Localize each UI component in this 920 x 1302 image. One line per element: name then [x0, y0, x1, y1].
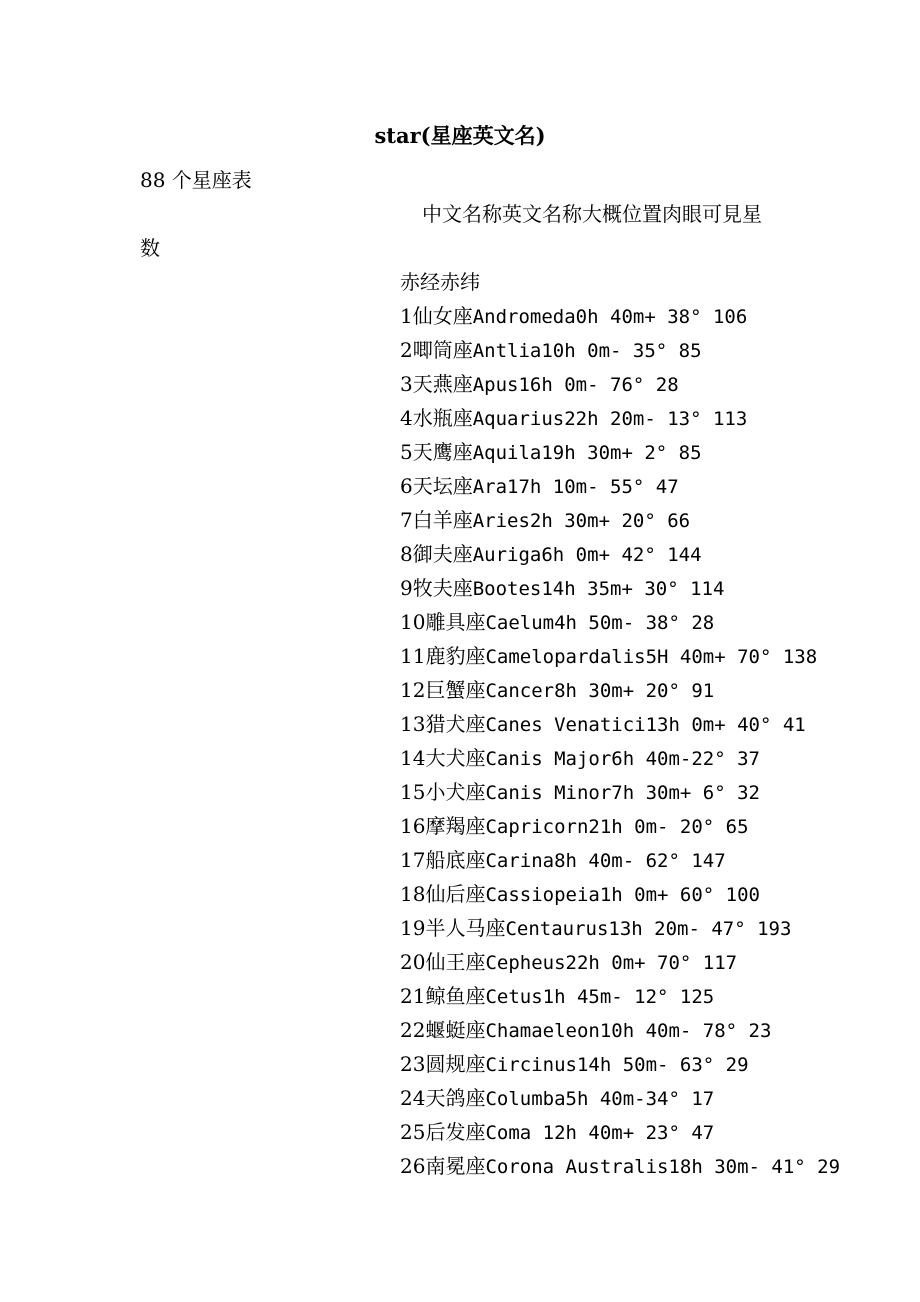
constellation-number: 2	[400, 338, 413, 362]
constellation-english-name-coords: Carina8h 40m- 62° 147	[485, 850, 726, 872]
list-item	[400, 403, 840, 437]
constellation-chinese-name: 半人马座	[425, 916, 506, 940]
constellation-english-name-coords: Circinus14h 50m- 63° 29	[485, 1054, 749, 1076]
constellation-number: 20	[400, 950, 426, 974]
list-item	[400, 301, 840, 335]
constellation-english-name-coords: Centaurus13h 20m- 47° 193	[505, 918, 792, 940]
constellation-chinese-name: 天燕座	[412, 372, 473, 396]
list-item	[400, 947, 840, 981]
constellation-chinese-name: 天鸽座	[425, 1086, 486, 1110]
constellation-english-name-coords: Columba5h 40m-34° 17	[485, 1088, 715, 1110]
table-label: 88 个星座表	[140, 168, 252, 192]
constellation-list	[400, 301, 840, 1185]
constellation-chinese-name: 雕具座	[425, 610, 486, 634]
constellation-chinese-name: 巨蟹座	[425, 678, 486, 702]
list-item	[400, 335, 840, 369]
constellation-chinese-name: 仙后座	[425, 882, 486, 906]
constellation-number: 7	[400, 508, 413, 532]
constellation-english-name-coords: Camelopardalis5H 40m+ 70° 138	[485, 646, 818, 668]
constellation-english-name-coords: Coma 12h 40m+ 23° 47	[485, 1122, 715, 1144]
list-item	[400, 1049, 840, 1083]
list-item	[400, 845, 840, 879]
constellation-number: 22	[400, 1018, 426, 1042]
constellation-chinese-name: 小犬座	[425, 780, 486, 804]
constellation-chinese-name: 猎犬座	[425, 712, 486, 736]
constellation-chinese-name: 牧夫座	[412, 576, 473, 600]
constellation-english-name-coords: Cassiopeia1h 0m+ 60° 100	[485, 884, 760, 906]
constellation-chinese-name: 仙女座	[412, 304, 473, 328]
constellation-number: 9	[400, 576, 413, 600]
constellation-number: 26	[400, 1154, 426, 1178]
list-item	[400, 607, 840, 641]
list-item	[400, 1117, 840, 1151]
constellation-number: 25	[400, 1120, 426, 1144]
constellation-number: 24	[400, 1086, 426, 1110]
constellation-number: 21	[400, 984, 426, 1008]
list-item	[400, 1083, 840, 1117]
constellation-chinese-name: 南冕座	[425, 1154, 486, 1178]
list-item	[400, 811, 840, 845]
constellation-number: 15	[400, 780, 426, 804]
constellation-chinese-name: 御夫座	[412, 542, 473, 566]
constellation-number: 4	[400, 406, 413, 430]
constellation-number: 14	[400, 746, 426, 770]
constellation-english-name-coords: Antlia10h 0m- 35° 85	[472, 340, 702, 362]
constellation-english-name-coords: Caelum4h 50m- 38° 28	[485, 612, 715, 634]
constellation-chinese-name: 圆规座	[425, 1052, 486, 1076]
constellation-number: 13	[400, 712, 426, 736]
constellation-chinese-name: 后发座	[425, 1120, 486, 1144]
constellation-number: 3	[400, 372, 413, 396]
constellation-chinese-name: 蝘蜓座	[425, 1018, 486, 1042]
list-item	[400, 471, 840, 505]
column-header-names: 中文名称英文名称大概位置肉眼可見星	[422, 202, 762, 226]
constellation-english-name-coords: Cepheus22h 0m+ 70° 117	[485, 952, 738, 974]
constellation-chinese-name: 鹿豹座	[425, 644, 486, 668]
constellation-english-name-coords: Canis Minor7h 30m+ 6° 32	[485, 782, 760, 804]
constellation-english-name-coords: Ara17h 10m- 55° 47	[472, 476, 679, 498]
list-item	[400, 709, 840, 743]
constellation-english-name-coords: Auriga6h 0m+ 42° 144	[472, 544, 702, 566]
constellation-english-name-coords: Aquila19h 30m+ 2° 85	[472, 442, 702, 464]
list-item	[400, 675, 840, 709]
constellation-number: 23	[400, 1052, 426, 1076]
column-header-coordinates: 赤经赤纬	[400, 270, 480, 294]
constellation-chinese-name: 摩羯座	[425, 814, 486, 838]
constellation-number: 1	[400, 304, 413, 328]
list-item	[400, 369, 840, 403]
constellation-chinese-name: 白羊座	[412, 508, 473, 532]
constellation-number: 11	[400, 644, 426, 668]
constellation-english-name-coords: Bootes14h 35m+ 30° 114	[472, 578, 725, 600]
constellation-chinese-name: 仙王座	[425, 950, 486, 974]
constellation-number: 19	[400, 916, 426, 940]
column-header-wrap: 数	[140, 236, 160, 260]
constellation-number: 10	[400, 610, 426, 634]
constellation-number: 5	[400, 440, 413, 464]
list-item	[400, 1151, 840, 1185]
constellation-number: 8	[400, 542, 413, 566]
constellation-chinese-name: 天坛座	[412, 474, 473, 498]
list-item	[400, 641, 840, 675]
constellation-number: 17	[400, 848, 426, 872]
list-item	[400, 879, 840, 913]
constellation-english-name-coords: Cancer8h 30m+ 20° 91	[485, 680, 715, 702]
constellation-english-name-coords: Chamaeleon10h 40m- 78° 23	[485, 1020, 772, 1042]
constellation-chinese-name: 水瓶座	[412, 406, 473, 430]
list-item	[400, 743, 840, 777]
constellation-chinese-name: 鲸鱼座	[425, 984, 486, 1008]
constellation-english-name-coords: Andromeda0h 40m+ 38° 106	[472, 306, 748, 328]
list-item	[400, 913, 840, 947]
constellation-number: 18	[400, 882, 426, 906]
constellation-english-name-coords: Aries2h 30m+ 20° 66	[472, 510, 691, 532]
constellation-english-name-coords: Apus16h 0m- 76° 28	[472, 374, 679, 396]
constellation-english-name-coords: Aquarius22h 20m- 13° 113	[472, 408, 748, 430]
constellation-chinese-name: 天鹰座	[412, 440, 473, 464]
constellation-number: 6	[400, 474, 413, 498]
constellation-chinese-name: 唧筒座	[412, 338, 473, 362]
constellation-number: 16	[400, 814, 426, 838]
constellation-english-name-coords: Capricorn21h 0m- 20° 65	[485, 816, 749, 838]
list-item	[400, 777, 840, 811]
list-item	[400, 981, 840, 1015]
constellation-english-name-coords: Canes Venatici13h 0m+ 40° 41	[485, 714, 806, 736]
constellation-number: 12	[400, 678, 426, 702]
constellation-english-name-coords: Corona Australis18h 30m- 41° 29	[485, 1156, 841, 1178]
list-item	[400, 1015, 840, 1049]
constellation-chinese-name: 船底座	[425, 848, 486, 872]
constellation-english-name-coords: Cetus1h 45m- 12° 125	[485, 986, 715, 1008]
list-item	[400, 539, 840, 573]
list-item	[400, 505, 840, 539]
constellation-english-name-coords: Canis Major6h 40m-22° 37	[485, 748, 760, 770]
page-title: star(星座英文名)	[374, 123, 546, 148]
list-item	[400, 437, 840, 471]
constellation-chinese-name: 大犬座	[425, 746, 486, 770]
list-item	[400, 573, 840, 607]
